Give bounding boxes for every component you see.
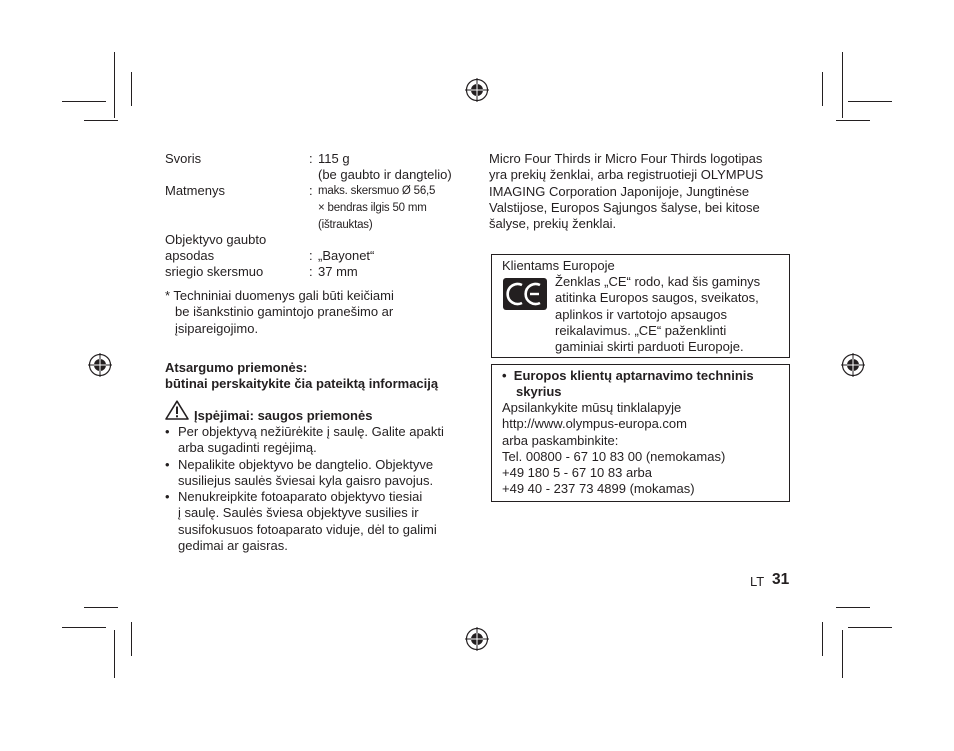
- page-number: 31: [772, 571, 790, 588]
- ce-text-line: aplinkos ir vartotojo apsaugos: [555, 306, 727, 322]
- support-heading-text: Europos klientų aptarnavimo techninis: [513, 368, 754, 383]
- spec-label: apsodas: [165, 248, 215, 263]
- precautions-heading-line: būtinai perskaitykite čia pateiktą informaciją: [165, 376, 439, 392]
- support-phone: Tel. 00800 - 67 10 83 00 (nemokamas): [502, 448, 726, 464]
- list-item-line: susifokusuos fotoaparato viduje, dėl to galimi: [178, 521, 437, 537]
- spec-value: (ištrauktas): [318, 219, 373, 231]
- trademark-notice: [489, 151, 763, 232]
- support-phone: +49 180 5 - 67 10 83 arba: [502, 465, 652, 481]
- ce-mark-icon: [503, 278, 547, 310]
- list-item-line: į saulę. Saulės šviesa objektyve susilies ir: [178, 505, 419, 521]
- ce-mark-glyph: [505, 280, 545, 308]
- precautions-heading-line: Atsargumo priemonės:: [165, 360, 308, 375]
- spec-value: maks. skersmuo Ø 56,5: [318, 185, 436, 197]
- registration-mark-icon: [465, 627, 489, 651]
- support-heading-line: skyrius: [516, 384, 562, 400]
- spec-colon: :: [309, 183, 313, 198]
- ce-text-line: Ženklas „CE“ rodo, kad šis gaminys: [555, 274, 761, 289]
- spec-colon: :: [309, 264, 313, 279]
- spec-label: Matmenys: [165, 183, 225, 198]
- support-text-line: arba paskambinkite:: [502, 432, 619, 448]
- trademark-line: Micro Four Thirds ir Micro Four Thirds logotipas: [489, 151, 763, 166]
- footnote-line: * Techniniai duomenys gali būti keičiami: [165, 288, 394, 303]
- list-item-line: arba sugadinti regėjimą.: [178, 440, 317, 456]
- ce-text-line: reikalavimus. „CE“ paženklinti: [555, 322, 727, 338]
- trademark-line: Valstijose, Europos Sąjungos šalyse, bei kitose: [489, 199, 760, 215]
- list-item: [165, 424, 444, 457]
- list-item-line: gedimai ar gaisras.: [178, 538, 288, 554]
- spec-label: sriegio skersmuo: [165, 264, 264, 279]
- ce-notice-title: Klientams Europoje: [502, 258, 615, 273]
- ce-text-line: gaminiai skirti parduoti Europoje.: [555, 339, 744, 355]
- trademark-line: IMAGING Corporation Japonijoje, Jungtinėse: [489, 183, 750, 199]
- support-text-line: Apsilankykite mūsų tinklalapyje: [502, 400, 682, 415]
- spec-footnote: [165, 288, 394, 337]
- ce-text-line: atitinka Europos saugos, sveikatos,: [555, 290, 759, 306]
- warning-triangle-icon: [165, 400, 189, 420]
- spec-label: Objektyvo gaubto: [165, 232, 267, 247]
- support-heading: [502, 368, 754, 401]
- spec-label: Svoris: [165, 151, 202, 166]
- spec-colon: :: [309, 248, 313, 263]
- trademark-line: šalyse, prekių ženklai.: [489, 216, 617, 232]
- support-url: http://www.olympus-europa.com: [502, 416, 687, 432]
- support-text: [502, 400, 725, 498]
- page-language: LT: [750, 574, 765, 589]
- spec-value: × bendras ilgis 50 mm: [318, 202, 427, 214]
- spec-colon: :: [309, 151, 313, 166]
- registration-mark-icon: [841, 353, 865, 377]
- spec-value: (be gaubto ir dangtelio): [318, 167, 452, 182]
- list-item: [165, 489, 444, 554]
- precautions-heading: [165, 360, 438, 393]
- ce-notice-text: [555, 274, 760, 355]
- list-item-line: susiliejus saulės šviesai kyla gaisro pavojus.: [178, 472, 434, 488]
- list-item: [165, 457, 444, 490]
- warning-list: [165, 424, 444, 554]
- bullet: •: [502, 368, 514, 383]
- list-item-line: • Nepalikite objektyvo be dangtelio. Objektyve: [178, 456, 434, 472]
- trademark-line: yra prekių ženklai, arba registruotieji OLYMPUS: [489, 167, 764, 183]
- list-item-line: • Nenukreipkite fotoaparato objektyvo tiesiai: [178, 489, 423, 505]
- list-item-line: • Per objektyvą nežiūrėkite į saulę. Galite apakti: [178, 424, 444, 439]
- spec-value: 115 g: [318, 151, 350, 166]
- support-heading-line: [502, 368, 754, 384]
- support-phone: +49 40 - 237 73 4899 (mokamas): [502, 481, 695, 497]
- footnote-line: be išankstinio gamintojo pranešimo ar: [175, 304, 394, 320]
- footnote-line: įsipareigojimo.: [175, 320, 259, 336]
- warning-title: Įspėjimai: saugos priemonės: [194, 408, 373, 423]
- registration-mark-icon: [88, 353, 112, 377]
- spec-value: 37 mm: [318, 264, 358, 279]
- registration-mark-icon: [465, 78, 489, 102]
- spec-value: „Bayonet“: [318, 248, 375, 263]
